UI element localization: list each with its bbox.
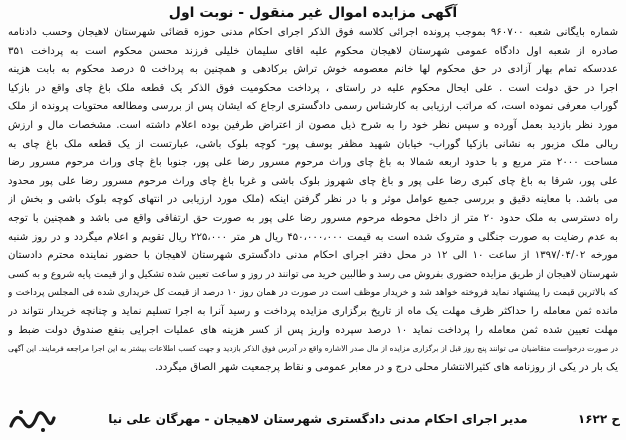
- notice-title: آگهی مزایده اموال غیر منقول - نوبت اول: [168, 5, 458, 21]
- notice-line: می باشد. با معاینه دقیق و بررسی جمیع عوامل موثر و با در نظر گرفتن اینکه (ملک مورد ارزیابی در انتهای کوچه بلوک باشی و بخش از: [8, 194, 618, 206]
- notice-line: ریالی ملک مزبور به نشانی بازکیا گوراب- خیابان شهید مظفر یوسف پور- کوچه بلوک باشی، عبارتست از یک قطعه ملک باغ چای به: [8, 138, 618, 150]
- notice-line: شماره بایگانی شعبه ۹۶۰۷۰۰ بموجب پرونده اجرائی کلاسه فوق الذکر اجرای احکام مدنی حوزه قضائی شهرستان لاهیجان وحسب دادنامه: [8, 27, 618, 38]
- notice-line: یک بار در یکی از روزنامه های کثیرالانتشار محلی درج و در معابر عمومی و نقاط پرجمعیت شهر الصاق میگردد.: [154, 361, 618, 373]
- notice-line: به عدم رضایت به صورت جنگلی و متروک شده است به قیمت ۴۵۰،۰۰۰،۰۰۰ ریال هر متر ۲۲۵،۰۰۰ ریال تقویم و اعلام میگردد و در روز شنبه: [8, 231, 618, 243]
- publisher-logo-icon: [6, 403, 58, 435]
- notice-line: گوراب معرفی نموده است، که مراتب ارزیابی به کارشناس رسمی دادگستری ارجاع که ایشان پس از بررسی ومطالعه محتویات پرونده از ملک: [8, 101, 618, 113]
- notice-body: [6, 24, 620, 377]
- notice-line: در صورت درخواست متقاضیان می توانند پنج روز قبل از برگزاری مزایده از مال صدر الاشاره واقع در آدرس فوق الذکر بازدید و جهت کسب اطلاعات بیشتر به این اجرا مراجعه فرمایند. این آگهی: [8, 344, 618, 354]
- notice-line: مساحت ۲۰۰۰ متر مربع و با حدود اربعه شمالا به باغ چای وراث مرحوم مسرور رضا علی پور، جنوبا باغ چای وراث مرحوم مسرور رضا: [8, 157, 618, 169]
- notice-line: مورخه ۱۳۹۷/۰۴/۰۲ از ساعت ۱۰ الی ۱۲ در محل دفتر اجرای احکام مدنی دادگستری شهرستان لاهیجان با حضور نماینده محترم دادستان: [8, 250, 618, 262]
- notice-line: مورد نظر بازدید بعمل آورده و سپس نظر خود را به شرح ذیل مصون از اعتراض طرفین بوده اعلام داشته است. مشخصات مال و ارزش: [8, 119, 618, 131]
- notice-line: مانده ثمن معامله را حداکثر ظرف مهلت یک ماه از تاریخ برگزاری مزایده پرداخت و رسید آنرا به اجرا تسلیم نماید و چنانچه خریدار نتواند در: [8, 305, 618, 317]
- notice-signer: مدیر اجرای احکام مدنی دادگستری شهرستان لاهیجان - مهرگان علی نیا: [108, 412, 528, 426]
- notice-line: که بالاترین قیمت را پیشنهاد نماید فروخته خواهد شد و خریدار موظف است در صورت در همان روز ۱۰ درصد از قیمت کل خریداری شده فی المجلس پرداخت و: [8, 287, 618, 299]
- notice-line: شهرستان لاهیجان از طریق مزایده حضوری بفروش می رسد و طالبین خرید می توانند در روز و ساعت تعیین شده تشکیل و از قیمت پایه شروع و به کسی: [8, 268, 618, 280]
- notice-line: صادره از شعبه اول دادگاه عمومی شهرستان لاهیجان محکوم علیه اقای سلیمان خلیلی فرزند محسن محکوم است به پرداخت ۳۵۱: [8, 45, 618, 57]
- notice-footer: [6, 402, 620, 436]
- notice-line: راه دسترسی به ملک حدود ۲۰ متر از داخل محوطه مرحوم مسرور رضا علی پور به صورت حق ارتفاقی واقع می باشد و همچنین با توجه: [8, 212, 618, 224]
- notice-line: اجرا در حق دولت است . علی ایحال محکوم علیه در راستای ، پرداخت محکومیت فوق الذکر یک قطعه ملک باغ چای واقع در بازکیا: [8, 82, 618, 94]
- notice-line: عددسکه تمام بهار آزادی در حق محکوم لها خانم معصومه خوش تراش برکادهی و همچنین به پرداخت ۵ درصد محکوم به بابت هزینه: [8, 64, 618, 76]
- publisher-logo-graphic: [7, 404, 57, 434]
- notice-code: ح ۱۶۲۲: [577, 412, 620, 426]
- notice-line: علی پور، شرقا به باغ چای کبری رضا علی پور و باغ چای شهروز بلوک باشی و غربا باغ چای وراث مرحوم مسرور رضا علی پور محدود: [8, 175, 618, 187]
- notice-line: مهلت تعیین شده ثمن معامله را پرداخت نماید ۱۰ درصد سپرده واریز پس از کسر هزینه های عملیات اجرایی بنفع صندوق دولت ضبط و: [8, 324, 618, 336]
